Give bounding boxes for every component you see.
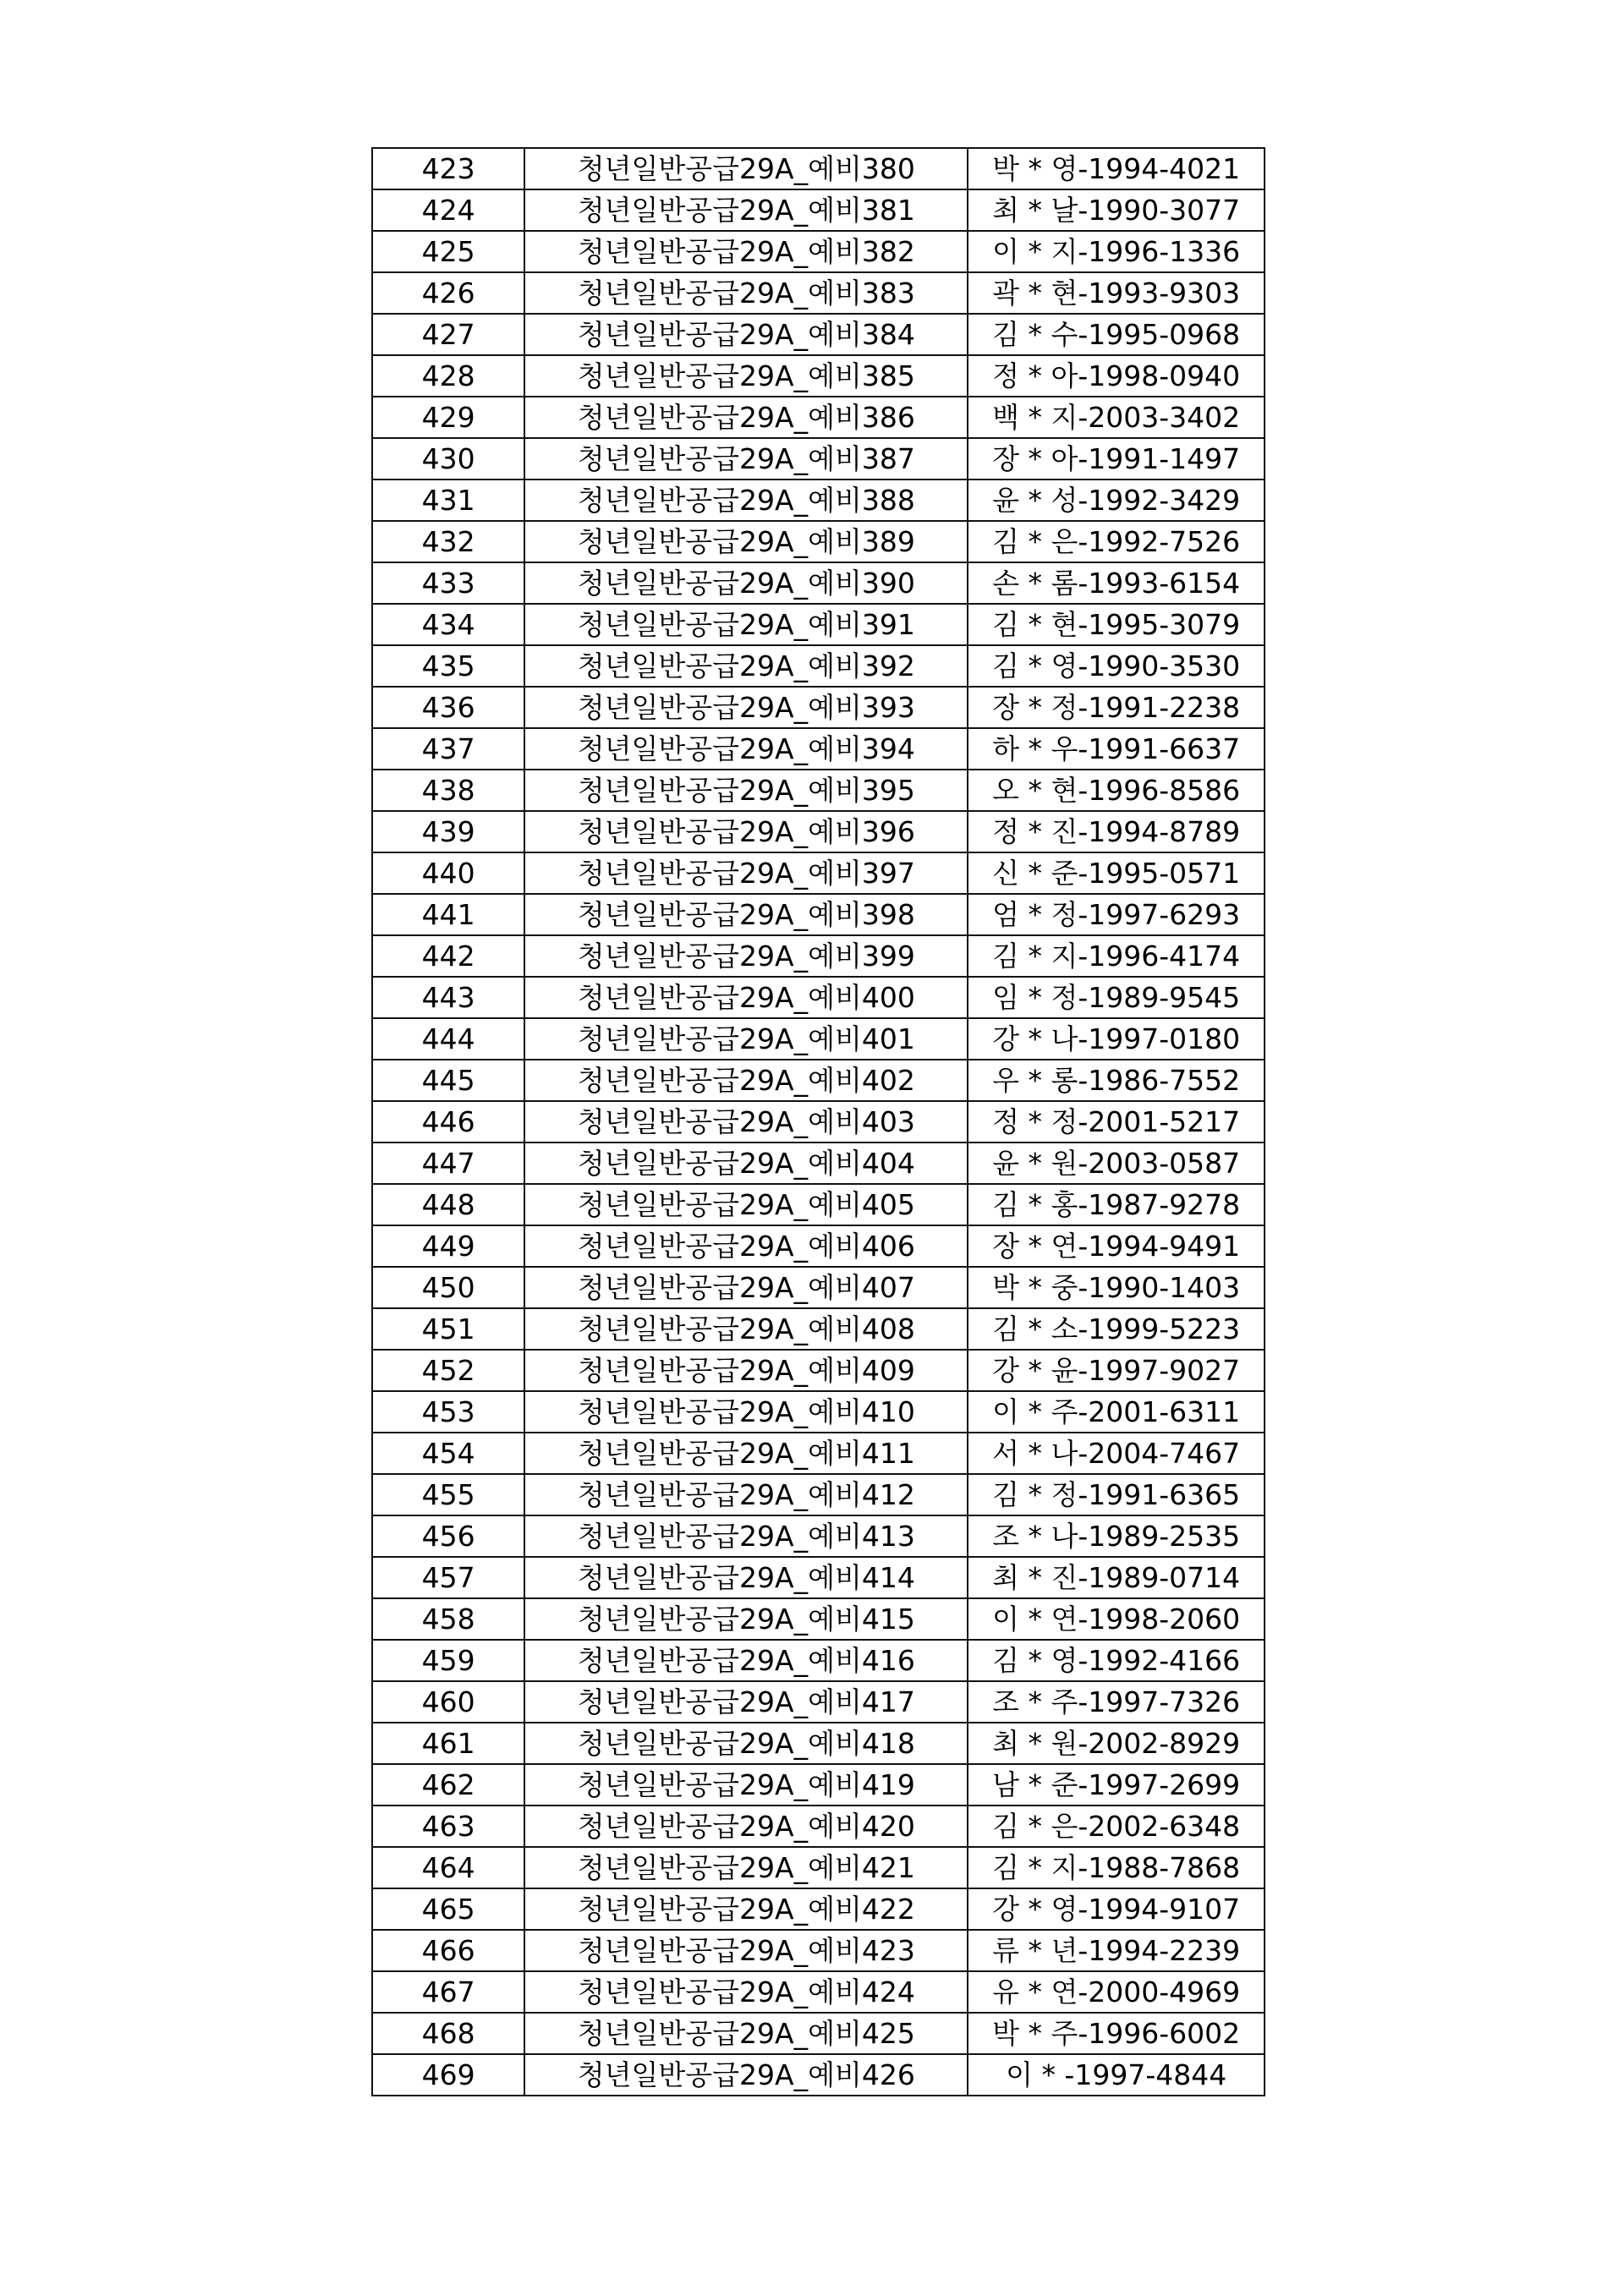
applicant-cell: 하 * 우-1991-6637: [968, 728, 1265, 770]
supply-type-cell: 청년일반공급29A_예비384: [524, 314, 968, 355]
applicant-cell: 조 * 나-1989-2535: [968, 1515, 1265, 1557]
table-row: [372, 2054, 1265, 2096]
row-number-cell: 435: [372, 645, 524, 687]
row-number-cell: 454: [372, 1433, 524, 1474]
supply-type-cell: 청년일반공급29A_예비406: [524, 1225, 968, 1267]
row-number-cell: 455: [372, 1474, 524, 1515]
applicant-cell: 정 * 정-2001-5217: [968, 1101, 1265, 1143]
applicant-cell: 김 * 홍-1987-9278: [968, 1184, 1265, 1225]
row-number-cell: 450: [372, 1267, 524, 1308]
table-row: [372, 1640, 1265, 1681]
table-row: [372, 687, 1265, 728]
supply-type-cell: 청년일반공급29A_예비423: [524, 1930, 968, 1971]
table-row: [372, 479, 1265, 521]
supply-type-cell: 청년일반공급29A_예비392: [524, 645, 968, 687]
supply-type-cell: 청년일반공급29A_예비412: [524, 1474, 968, 1515]
applicant-cell: 장 * 정-1991-2238: [968, 687, 1265, 728]
row-number-cell: 423: [372, 148, 524, 189]
table-row: [372, 1391, 1265, 1433]
table-row: [372, 272, 1265, 314]
table-row: [372, 1723, 1265, 1764]
row-number-cell: 430: [372, 438, 524, 479]
table-row: [372, 1515, 1265, 1557]
table-row: [372, 1350, 1265, 1391]
table-row: [372, 231, 1265, 272]
supply-type-cell: 청년일반공급29A_예비421: [524, 1847, 968, 1888]
applicant-cell: 김 * 지-1988-7868: [968, 1847, 1265, 1888]
table-row: [372, 1557, 1265, 1598]
supply-type-cell: 청년일반공급29A_예비411: [524, 1433, 968, 1474]
applicant-cell: 강 * 나-1997-0180: [968, 1018, 1265, 1060]
table-row: [372, 1101, 1265, 1143]
supply-type-cell: 청년일반공급29A_예비400: [524, 977, 968, 1018]
applicant-cell: 김 * 지-1996-4174: [968, 935, 1265, 977]
applicant-cell: 박 * 영-1994-4021: [968, 148, 1265, 189]
row-number-cell: 449: [372, 1225, 524, 1267]
table-row: [372, 1184, 1265, 1225]
supply-type-cell: 청년일반공급29A_예비418: [524, 1723, 968, 1764]
supply-type-cell: 청년일반공급29A_예비409: [524, 1350, 968, 1391]
table-row: [372, 1847, 1265, 1888]
table-row: [372, 1598, 1265, 1640]
row-number-cell: 469: [372, 2054, 524, 2096]
table-row: [372, 355, 1265, 397]
supply-type-cell: 청년일반공급29A_예비396: [524, 811, 968, 852]
applicant-cell: 정 * 진-1994-8789: [968, 811, 1265, 852]
table-row: [372, 811, 1265, 852]
supply-type-cell: 청년일반공급29A_예비383: [524, 272, 968, 314]
table-row: [372, 1806, 1265, 1847]
supply-type-cell: 청년일반공급29A_예비381: [524, 189, 968, 231]
row-number-cell: 434: [372, 604, 524, 645]
applicant-cell: 남 * 준-1997-2699: [968, 1764, 1265, 1806]
supply-type-cell: 청년일반공급29A_예비389: [524, 521, 968, 562]
row-number-cell: 424: [372, 189, 524, 231]
supply-type-cell: 청년일반공급29A_예비410: [524, 1391, 968, 1433]
applicant-cell: 김 * 현-1995-3079: [968, 604, 1265, 645]
supply-type-cell: 청년일반공급29A_예비402: [524, 1060, 968, 1101]
row-number-cell: 432: [372, 521, 524, 562]
row-number-cell: 458: [372, 1598, 524, 1640]
applicant-cell: 강 * 영-1994-9107: [968, 1888, 1265, 1930]
supply-type-cell: 청년일반공급29A_예비394: [524, 728, 968, 770]
applicant-cell: 최 * 진-1989-0714: [968, 1557, 1265, 1598]
supply-type-cell: 청년일반공급29A_예비414: [524, 1557, 968, 1598]
supply-type-cell: 청년일반공급29A_예비380: [524, 148, 968, 189]
row-number-cell: 456: [372, 1515, 524, 1557]
table-row: [372, 1308, 1265, 1350]
supply-type-cell: 청년일반공급29A_예비415: [524, 1598, 968, 1640]
supply-type-cell: 청년일반공급29A_예비408: [524, 1308, 968, 1350]
row-number-cell: 431: [372, 479, 524, 521]
applicant-cell: 김 * 수-1995-0968: [968, 314, 1265, 355]
supply-type-cell: 청년일반공급29A_예비424: [524, 1971, 968, 2013]
table-row: [372, 1143, 1265, 1184]
applicant-cell: 박 * 중-1990-1403: [968, 1267, 1265, 1308]
applicant-cell: 이 * 지-1996-1336: [968, 231, 1265, 272]
row-number-cell: 436: [372, 687, 524, 728]
applicant-cell: 서 * 나-2004-7467: [968, 1433, 1265, 1474]
row-number-cell: 448: [372, 1184, 524, 1225]
row-number-cell: 466: [372, 1930, 524, 1971]
applicant-cell: 장 * 연-1994-9491: [968, 1225, 1265, 1267]
supply-type-cell: 청년일반공급29A_예비413: [524, 1515, 968, 1557]
waitlist-table-body: [372, 148, 1265, 2096]
applicant-cell: 조 * 주-1997-7326: [968, 1681, 1265, 1723]
row-number-cell: 444: [372, 1018, 524, 1060]
row-number-cell: 429: [372, 397, 524, 438]
supply-type-cell: 청년일반공급29A_예비417: [524, 1681, 968, 1723]
table-row: [372, 1930, 1265, 1971]
applicant-cell: 최 * 원-2002-8929: [968, 1723, 1265, 1764]
table-row: [372, 604, 1265, 645]
row-number-cell: 465: [372, 1888, 524, 1930]
supply-type-cell: 청년일반공급29A_예비422: [524, 1888, 968, 1930]
table-row: [372, 314, 1265, 355]
applicant-cell: 강 * 윤-1997-9027: [968, 1350, 1265, 1391]
row-number-cell: 457: [372, 1557, 524, 1598]
row-number-cell: 468: [372, 2013, 524, 2054]
supply-type-cell: 청년일반공급29A_예비385: [524, 355, 968, 397]
applicant-cell: 곽 * 현-1993-9303: [968, 272, 1265, 314]
applicant-cell: 김 * 영-1990-3530: [968, 645, 1265, 687]
table-row: [372, 397, 1265, 438]
applicant-cell: 엄 * 정-1997-6293: [968, 894, 1265, 935]
applicant-cell: 윤 * 성-1992-3429: [968, 479, 1265, 521]
row-number-cell: 439: [372, 811, 524, 852]
table-row: [372, 438, 1265, 479]
supply-type-cell: 청년일반공급29A_예비404: [524, 1143, 968, 1184]
applicant-cell: 윤 * 원-2003-0587: [968, 1143, 1265, 1184]
table-row: [372, 148, 1265, 189]
supply-type-cell: 청년일반공급29A_예비401: [524, 1018, 968, 1060]
row-number-cell: 462: [372, 1764, 524, 1806]
table-row: [372, 2013, 1265, 2054]
supply-type-cell: 청년일반공급29A_예비416: [524, 1640, 968, 1681]
row-number-cell: 441: [372, 894, 524, 935]
row-number-cell: 447: [372, 1143, 524, 1184]
supply-type-cell: 청년일반공급29A_예비397: [524, 852, 968, 894]
row-number-cell: 438: [372, 770, 524, 811]
table-row: [372, 645, 1265, 687]
supply-type-cell: 청년일반공급29A_예비390: [524, 562, 968, 604]
row-number-cell: 425: [372, 231, 524, 272]
supply-type-cell: 청년일반공급29A_예비393: [524, 687, 968, 728]
row-number-cell: 453: [372, 1391, 524, 1433]
row-number-cell: 426: [372, 272, 524, 314]
row-number-cell: 459: [372, 1640, 524, 1681]
supply-type-cell: 청년일반공급29A_예비407: [524, 1267, 968, 1308]
table-row: [372, 1267, 1265, 1308]
table-row: [372, 1433, 1265, 1474]
applicant-cell: 김 * 영-1992-4166: [968, 1640, 1265, 1681]
table-row: [372, 1018, 1265, 1060]
supply-type-cell: 청년일반공급29A_예비398: [524, 894, 968, 935]
supply-type-cell: 청년일반공급29A_예비420: [524, 1806, 968, 1847]
supply-type-cell: 청년일반공급29A_예비399: [524, 935, 968, 977]
supply-type-cell: 청년일반공급29A_예비388: [524, 479, 968, 521]
supply-type-cell: 청년일반공급29A_예비403: [524, 1101, 968, 1143]
row-number-cell: 440: [372, 852, 524, 894]
applicant-cell: 유 * 연-2000-4969: [968, 1971, 1265, 2013]
row-number-cell: 428: [372, 355, 524, 397]
supply-type-cell: 청년일반공급29A_예비395: [524, 770, 968, 811]
applicant-cell: 최 * 날-1990-3077: [968, 189, 1265, 231]
applicant-cell: 손 * 롬-1993-6154: [968, 562, 1265, 604]
table-row: [372, 770, 1265, 811]
table-row: [372, 1474, 1265, 1515]
row-number-cell: 445: [372, 1060, 524, 1101]
applicant-cell: 김 * 은-2002-6348: [968, 1806, 1265, 1847]
applicant-cell: 신 * 준-1995-0571: [968, 852, 1265, 894]
table-row: [372, 1971, 1265, 2013]
applicant-cell: 장 * 아-1991-1497: [968, 438, 1265, 479]
table-row: [372, 1764, 1265, 1806]
applicant-cell: 이 * 연-1998-2060: [968, 1598, 1265, 1640]
supply-type-cell: 청년일반공급29A_예비425: [524, 2013, 968, 2054]
row-number-cell: 463: [372, 1806, 524, 1847]
supply-type-cell: 청년일반공급29A_예비391: [524, 604, 968, 645]
table-row: [372, 935, 1265, 977]
supply-type-cell: 청년일반공급29A_예비426: [524, 2054, 968, 2096]
applicant-cell: 이 * -1997-4844: [968, 2054, 1265, 2096]
table-row: [372, 977, 1265, 1018]
row-number-cell: 446: [372, 1101, 524, 1143]
applicant-cell: 우 * 롱-1986-7552: [968, 1060, 1265, 1101]
row-number-cell: 464: [372, 1847, 524, 1888]
row-number-cell: 427: [372, 314, 524, 355]
table-row: [372, 521, 1265, 562]
table-row: [372, 894, 1265, 935]
applicant-cell: 류 * 년-1994-2239: [968, 1930, 1265, 1971]
supply-type-cell: 청년일반공급29A_예비382: [524, 231, 968, 272]
row-number-cell: 452: [372, 1350, 524, 1391]
table-row: [372, 1681, 1265, 1723]
supply-type-cell: 청년일반공급29A_예비386: [524, 397, 968, 438]
applicant-cell: 백 * 지-2003-3402: [968, 397, 1265, 438]
table-row: [372, 562, 1265, 604]
applicant-cell: 정 * 아-1998-0940: [968, 355, 1265, 397]
row-number-cell: 451: [372, 1308, 524, 1350]
table-row: [372, 1060, 1265, 1101]
row-number-cell: 467: [372, 1971, 524, 2013]
applicant-cell: 이 * 주-2001-6311: [968, 1391, 1265, 1433]
supply-type-cell: 청년일반공급29A_예비387: [524, 438, 968, 479]
applicant-cell: 오 * 현-1996-8586: [968, 770, 1265, 811]
table-row: [372, 189, 1265, 231]
applicant-cell: 박 * 주-1996-6002: [968, 2013, 1265, 2054]
applicant-cell: 임 * 정-1989-9545: [968, 977, 1265, 1018]
applicant-cell: 김 * 은-1992-7526: [968, 521, 1265, 562]
table-row: [372, 1888, 1265, 1930]
supply-type-cell: 청년일반공급29A_예비405: [524, 1184, 968, 1225]
table-row: [372, 852, 1265, 894]
waitlist-table: [371, 147, 1265, 2096]
supply-type-cell: 청년일반공급29A_예비419: [524, 1764, 968, 1806]
table-row: [372, 1225, 1265, 1267]
row-number-cell: 443: [372, 977, 524, 1018]
row-number-cell: 460: [372, 1681, 524, 1723]
applicant-cell: 김 * 정-1991-6365: [968, 1474, 1265, 1515]
row-number-cell: 437: [372, 728, 524, 770]
row-number-cell: 433: [372, 562, 524, 604]
table-row: [372, 728, 1265, 770]
row-number-cell: 461: [372, 1723, 524, 1764]
applicant-cell: 김 * 소-1999-5223: [968, 1308, 1265, 1350]
row-number-cell: 442: [372, 935, 524, 977]
